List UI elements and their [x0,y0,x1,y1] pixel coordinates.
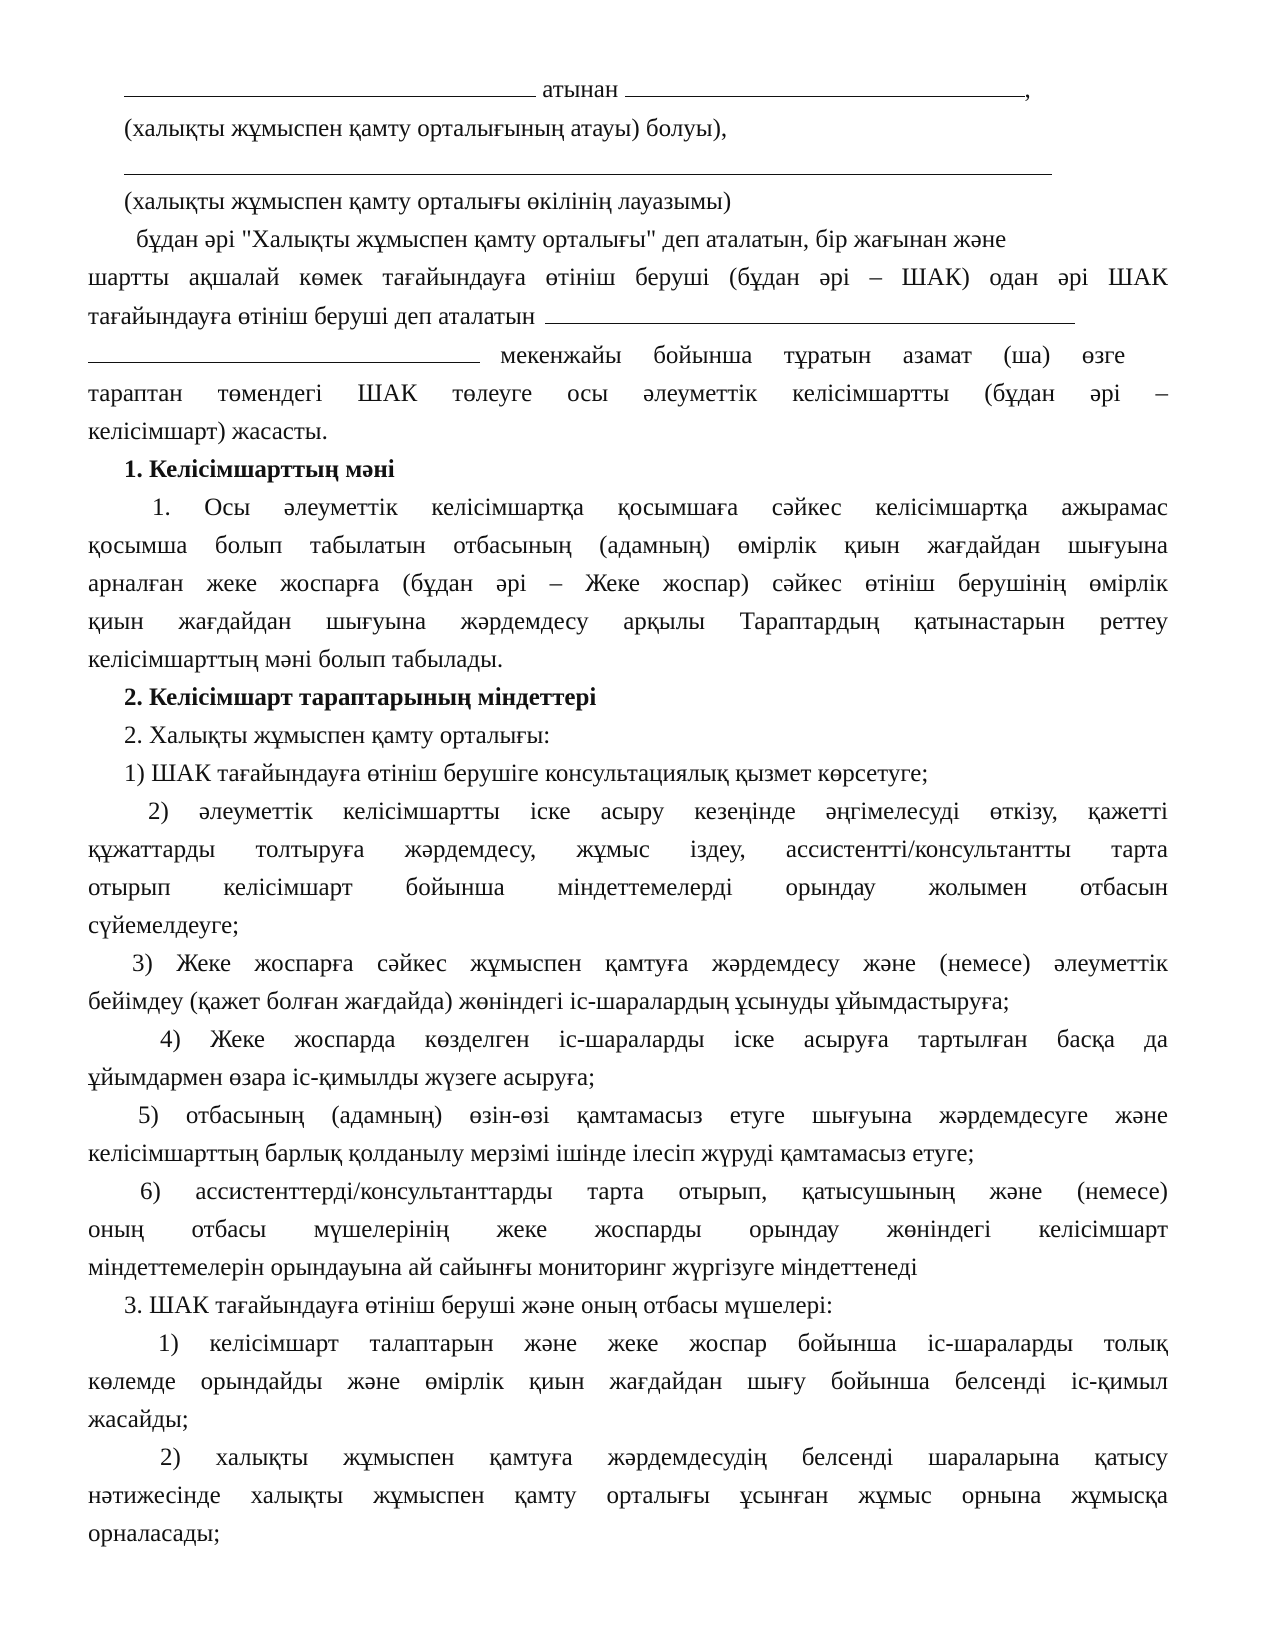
intro-line: мекенжайы бойынша тұратын азамат (ша) өзге [88,336,1168,375]
intro-line: тағайындауға өтініш беруші деп аталатын [88,297,1168,336]
list-item: 2) халықты жұмыспен қамтуға жәрдемдесудің белсенді шараларына қатысу [160,1444,1168,1471]
section-2-title: 2. Келісімшарт тараптарының міндеттері [124,684,597,711]
paragraph-line: қосымша болып табылатын отбасының (адамның) өмірлік қиын жағдайдан шығуына [88,532,1168,559]
list-item: 4) Жеке жоспарда көзделген іс-шараларды іске асыруға тартылған басқа да [160,1026,1168,1053]
list-item: нәтижесінде халықты жұмыспен қамту орталығы ұсынған жұмыс орнына жұмысқа [88,1482,1168,1509]
list-item: 3) Жеке жоспарға сәйкес жұмыспен қамтуға жәрдемдесу және (немесе) әлеуметтік [132,950,1168,977]
header-line-3 [124,148,1052,187]
list-item: көлемде орындайды және өмірлік қиын жағдайдан шығу бойынша белсенді іс-қимыл [88,1368,1168,1395]
applicant-name-blank [545,297,1075,324]
address-blank [88,336,480,363]
intro-line: шартты ақшалай көмек тағайындауға өтініш беруші (бұдан әрі – ШАК) одан әрі ШАК [88,264,1168,291]
list-item: 2) әлеуметтік келісімшартты іске асыру кезеңінде әңгімелесуді өткізу, қажетті [148,798,1168,825]
intro-line: тараптан төмендегі ШАК төлеуге осы әлеуметтік келісімшартты (бұдан әрі – [88,380,1168,407]
list-item: 1) келісімшарт талаптарын және жеке жоспар бойынша іс-шараларды толық [158,1330,1168,1357]
header-line-1 [124,70,1031,109]
list-item: 6) ассистенттерді/консультанттарды тарта отырып, қатысушының және (немесе) [140,1178,1168,1205]
paragraph-line: 3. ШАК тағайындауға өтініш беруші және оның отбасы мүшелері: [124,1292,833,1319]
center-name-blank [124,70,536,97]
rep-position-blank [124,148,1052,175]
paragraph-line: 2. Халықты жұмыспен қамту орталығы: [124,722,551,749]
center-name-note: (халықты жұмыспен қамту орталығының атауы) болуы), [124,115,728,142]
list-item: келісімшарттың барлық қолданылу мерзімі ішінде ілесіп жүруді қамтамасыз етуге; [88,1140,975,1167]
on-behalf-blank [625,70,1025,97]
paragraph-line: 1. Осы әлеуметтік келісімшартқа қосымшаға сәйкес келісімшартқа ажырамас [152,494,1168,521]
list-item: бейімдеу (қажет болған жағдайда) жөніндегі іс-шаралардың ұсынуды ұйымдастыруға; [88,988,1010,1015]
atynan-label: атынан [542,76,619,103]
list-item: жасайды; [88,1406,189,1433]
comma: , [1024,76,1031,103]
list-item: сүйемелдеуге; [88,912,240,939]
list-item: оның отбасы мүшелерінің жеке жоспарды орындау жөніндегі келісімшарт [88,1216,1168,1243]
list-item: 5) отбасының (адамның) өзін-өзі қамтамасыз етуге шығуына жәрдемдесуге және [138,1102,1168,1129]
contract-body [88,221,1168,1553]
intro-line: келісімшарт) жасасты. [88,418,328,445]
list-item: отырып келісімшарт бойынша міндеттемелерді орындау жолымен отбасын [88,874,1168,901]
list-item: 1) ШАК тағайындауға өтініш берушіге консультациялық қызмет көрсетуге; [124,760,929,787]
list-item: орналасады; [88,1520,221,1547]
list-item: ұйымдармен өзара іс-қимылды жүзеге асыруға; [88,1064,596,1091]
paragraph-line: арналған жеке жоспарға (бұдан әрі – Жеке жоспар) сәйкес өтініш берушінің өмірлік [88,570,1168,597]
section-1-title: 1. Келісімшарттың мәні [124,456,395,483]
list-item: құжаттарды толтыруға жәрдемдесу, жұмыс іздеу, ассистентті/консультантты тарта [88,836,1168,863]
intro-line: бұдан әрі "Халықты жұмыспен қамту орталығы" деп аталатын, бір жағынан және [136,226,1007,253]
paragraph-line: қиын жағдайдан шығуына жәрдемдесу арқылы Тараптардың қатынастарын реттеу [88,608,1168,635]
rep-position-note: (халықты жұмыспен қамту орталығы өкілінің лауазымы) [124,188,732,215]
list-item: міндеттемелерін орындауына ай сайынғы мониторинг жүргізуге міндеттенеді [88,1254,918,1281]
paragraph-line: келісімшарттың мәні болып табылады. [88,646,504,673]
